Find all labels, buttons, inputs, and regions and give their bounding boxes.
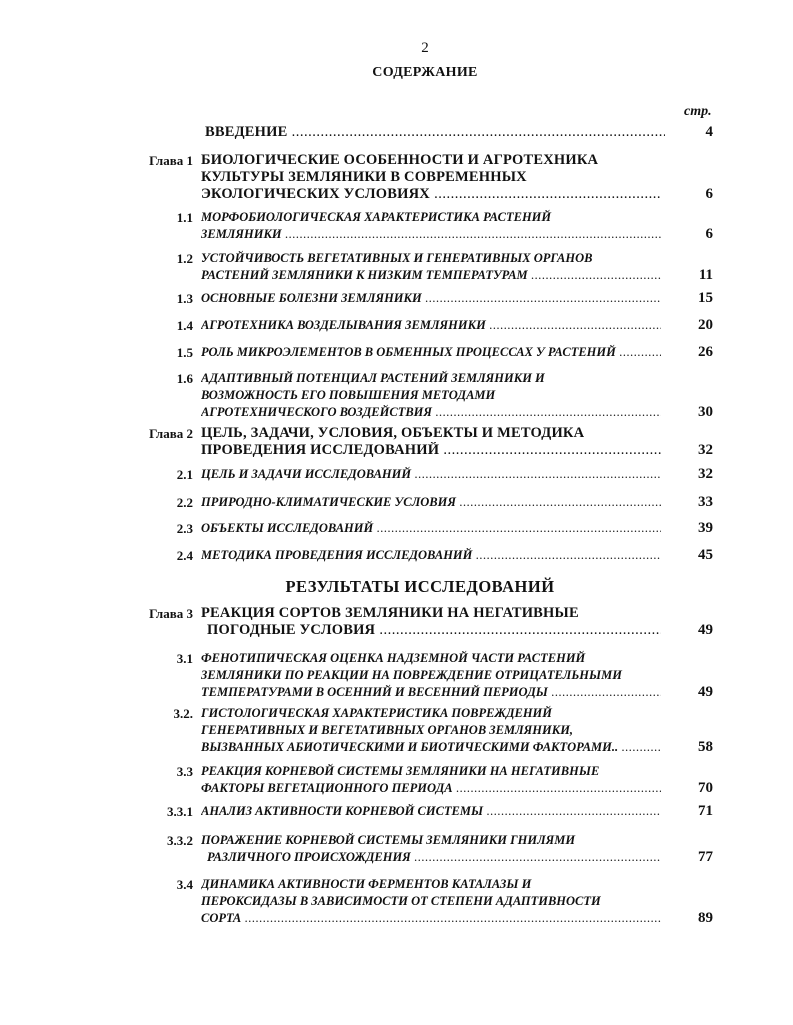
toc-entry-title-line: ГИСТОЛОГИЧЕСКАЯ ХАРАКТЕРИСТИКА ПОВРЕЖДЕНИЙ (201, 706, 552, 720)
toc-entry-page: 20 (698, 317, 713, 333)
toc-entry-number: 2.1 (176, 467, 193, 482)
toc-entry-title (201, 370, 661, 421)
toc-entry-title-line: РОЛЬ МИКРОЭЛЕМЕНТОВ В ОБМЕННЫХ ПРОЦЕССАХ У РАСТЕНИЙ ..... (201, 344, 661, 361)
toc-entry-page: 71 (698, 803, 713, 819)
toc-entry-number: 1.3 (176, 291, 193, 306)
toc-entry-title-line: СОРТА ..... (201, 910, 661, 927)
toc-entry-title (201, 317, 661, 334)
toc-entry-title (201, 876, 661, 927)
toc-entry-title (201, 209, 661, 243)
toc-entry-number: 3.2. (173, 706, 193, 721)
toc-entry-title (201, 650, 661, 701)
toc-entry-title-line: ОБЪЕКТЫ ИССЛЕДОВАНИЙ ..... (201, 520, 661, 537)
toc-entry-number: 3.3 (176, 764, 193, 779)
toc-entry-title-line: ЦЕЛЬ, ЗАДАЧИ, УСЛОВИЯ, ОБЪЕКТЫ И МЕТОДИКА (201, 425, 585, 441)
toc-entry-title-line: АДАПТИВНЫЙ ПОТЕНЦИАЛ РАСТЕНИЙ ЗЕМЛЯНИКИ И (201, 371, 545, 385)
toc-entry-title (201, 425, 661, 459)
toc-entry-page: 33 (698, 494, 713, 510)
toc-entry-page: 6 (705, 226, 713, 242)
toc-entry-title-line: ПОГОДНЫЕ УСЛОВИЯ ..... (201, 622, 661, 639)
toc-entry-title (201, 705, 661, 756)
toc-entry-title (201, 290, 661, 307)
toc-entry-page: 32 (698, 442, 713, 458)
toc-entry-number: 3.3.2 (167, 833, 193, 848)
toc-entry-title-line: ОСНОВНЫЕ БОЛЕЗНИ ЗЕМЛЯНИКИ ..... (201, 290, 661, 307)
toc-entry-title (201, 832, 661, 866)
toc-entry-number: 3.4 (176, 877, 193, 892)
toc-entry-number: 3.1 (176, 651, 193, 666)
toc-entry-title-line: АНАЛИЗ АКТИВНОСТИ КОРНЕВОЙ СИСТЕМЫ ..... (201, 803, 661, 820)
toc-entry-page: 49 (698, 622, 713, 638)
toc-entry-title-line: ЭКОЛОГИЧЕСКИХ УСЛОВИЯХ ..... (201, 186, 661, 203)
toc-entry-title-line: ВВЕДЕНИЕ ..... (205, 124, 665, 141)
toc-entry-title-line: МЕТОДИКА ПРОВЕДЕНИЯ ИССЛЕДОВАНИЙ ..... (201, 547, 661, 564)
page-number: 2 (421, 40, 429, 56)
toc-entry-number: 2.4 (176, 548, 193, 563)
toc-entry-title-line: ПОРАЖЕНИЕ КОРНЕВОЙ СИСТЕМЫ ЗЕМЛЯНИКИ ГНИЛЯМИ (201, 833, 576, 847)
toc-entry-number: Глава 1 (149, 153, 193, 168)
toc-entry-page: 4 (705, 124, 713, 140)
toc-entry-title-line: ВОЗМОЖНОСТЬ ЕГО ПОВЫШЕНИЯ МЕТОДАМИ (201, 388, 496, 402)
toc-entry-title (201, 152, 661, 203)
toc-entry-title-line: АГРОТЕХНИЧЕСКОГО ВОЗДЕЙСТВИЯ ..... (201, 404, 661, 421)
toc-entry-title-line: ГЕНЕРАТИВНЫХ И ВЕГЕТАТИВНЫХ ОРГАНОВ ЗЕМЛЯНИКИ, (201, 723, 574, 737)
toc-entry-title-line: КУЛЬТУРЫ ЗЕМЛЯНИКИ В СОВРЕМЕННЫХ (201, 169, 527, 185)
toc-entry-title-line: ФАКТОРЫ ВЕГЕТАЦИОННОГО ПЕРИОДА ..... (201, 780, 661, 797)
toc-entry-number: 1.2 (176, 251, 193, 266)
toc-entry-title-line: УСТОЙЧИВОСТЬ ВЕГЕТАТИВНЫХ И ГЕНЕРАТИВНЫХ ОРГАНОВ (201, 251, 593, 265)
toc-entry-title (201, 803, 661, 820)
toc-entry-number: 2.2 (176, 495, 193, 510)
toc-entry-title-line: АГРОТЕХНИКА ВОЗДЕЛЫВАНИЯ ЗЕМЛЯНИКИ ..... (201, 317, 661, 334)
toc-entry-title-line: ПЕРОКСИДАЗЫ В ЗАВИСИМОСТИ ОТ СТЕПЕНИ АДАПТИВНОСТИ (201, 894, 601, 908)
toc-entry-number: Глава 3 (149, 606, 193, 621)
toc-entry-title-line: ФЕНОТИПИЧЕСКАЯ ОЦЕНКА НАДЗЕМНОЙ ЧАСТИ РАСТЕНИЙ (201, 651, 586, 665)
toc-entry-number: 1.5 (176, 345, 193, 360)
toc-entry-title-line: БИОЛОГИЧЕСКИЕ ОСОБЕННОСТИ И АГРОТЕХНИКА (201, 152, 599, 168)
toc-entry-title-line: ТЕМПЕРАТУРАМИ В ОСЕННИЙ И ВЕСЕННИЙ ПЕРИОДЫ ..... (201, 684, 661, 701)
toc-entry-page: 11 (698, 267, 713, 283)
toc-entry-page: 15 (698, 290, 713, 306)
toc-entry-title (205, 124, 665, 141)
toc-entry-page: 39 (698, 520, 713, 536)
toc-entry-title (201, 763, 661, 797)
section-heading: РЕЗУЛЬТАТЫ ИССЛЕДОВАНИЙ (285, 577, 555, 596)
toc-entry-page: 77 (698, 849, 713, 865)
toc-entry-title-line: ПРОВЕДЕНИЯ ИССЛЕДОВАНИЙ ..... (201, 442, 661, 459)
toc-entry-title-line: ДИНАМИКА АКТИВНОСТИ ФЕРМЕНТОВ КАТАЛАЗЫ И (201, 877, 532, 891)
toc-entry-title-line: РЕАКЦИЯ КОРНЕВОЙ СИСТЕМЫ ЗЕМЛЯНИКИ НА НЕГАТИВНЫЕ (201, 764, 600, 778)
toc-entry-number: Глава 2 (149, 426, 193, 441)
toc-entry-title (201, 494, 661, 511)
toc-entry-title (201, 547, 661, 564)
toc-entry-title (201, 520, 661, 537)
toc-entry-number: 3.3.1 (167, 804, 193, 819)
toc-entry-title-line: РАСТЕНИЙ ЗЕМЛЯНИКИ К НИЗКИМ ТЕМПЕРАТУРАМ ..... (201, 267, 661, 284)
toc-entry-title (201, 466, 661, 483)
toc-entry-title (201, 605, 661, 639)
toc-entry-title-line: ЦЕЛЬ И ЗАДАЧИ ИССЛЕДОВАНИЙ ..... (201, 466, 661, 483)
toc-entry-title-line: РАЗЛИЧНОГО ПРОИСХОЖДЕНИЯ ..... (201, 849, 661, 866)
toc-entry-number: 1.4 (176, 318, 193, 333)
toc-entry-title-line: ЗЕМЛЯНИКИ ПО РЕАКЦИИ НА ПОВРЕЖДЕНИЕ ОТРИЦАТЕЛЬНЫМИ (201, 668, 622, 682)
toc-entry-title (201, 344, 661, 361)
toc-entry-title-line: РЕАКЦИЯ СОРТОВ ЗЕМЛЯНИКИ НА НЕГАТИВНЫЕ (201, 605, 579, 621)
toc-entry-page: 89 (698, 910, 713, 926)
toc-entry-page: 45 (698, 547, 713, 563)
toc-entry-number: 1.6 (176, 371, 193, 386)
toc-entry-number: 2.3 (176, 521, 193, 536)
toc-entry-title-line: ПРИРОДНО-КЛИМАТИЧЕСКИЕ УСЛОВИЯ ..... (201, 494, 661, 511)
toc-entry-page: 70 (698, 780, 713, 796)
toc-entry-title-line: ЗЕМЛЯНИКИ ..... (201, 226, 661, 243)
toc-entry-number: 1.1 (176, 210, 193, 225)
toc-entry-title-line: МОРФОБИОЛОГИЧЕСКАЯ ХАРАКТЕРИСТИКА РАСТЕНИЙ (201, 210, 552, 224)
toc-entry-page: 32 (698, 466, 713, 482)
toc-entry-page: 58 (698, 739, 713, 755)
toc-entry-page: 30 (698, 404, 713, 420)
toc-entry-title (201, 250, 661, 284)
toc-entry-page: 26 (698, 344, 713, 360)
toc-entry-page: 6 (705, 186, 713, 202)
document-title: СОДЕРЖАНИЕ (372, 65, 478, 80)
toc-entry-title-line: ВЫЗВАННЫХ АБИОТИЧЕСКИМИ И БИОТИЧЕСКИМИ ФАКТОРАМИ.. ..... (201, 739, 661, 756)
page-column-label: стр. (684, 104, 712, 119)
toc-entry-page: 49 (698, 684, 713, 700)
